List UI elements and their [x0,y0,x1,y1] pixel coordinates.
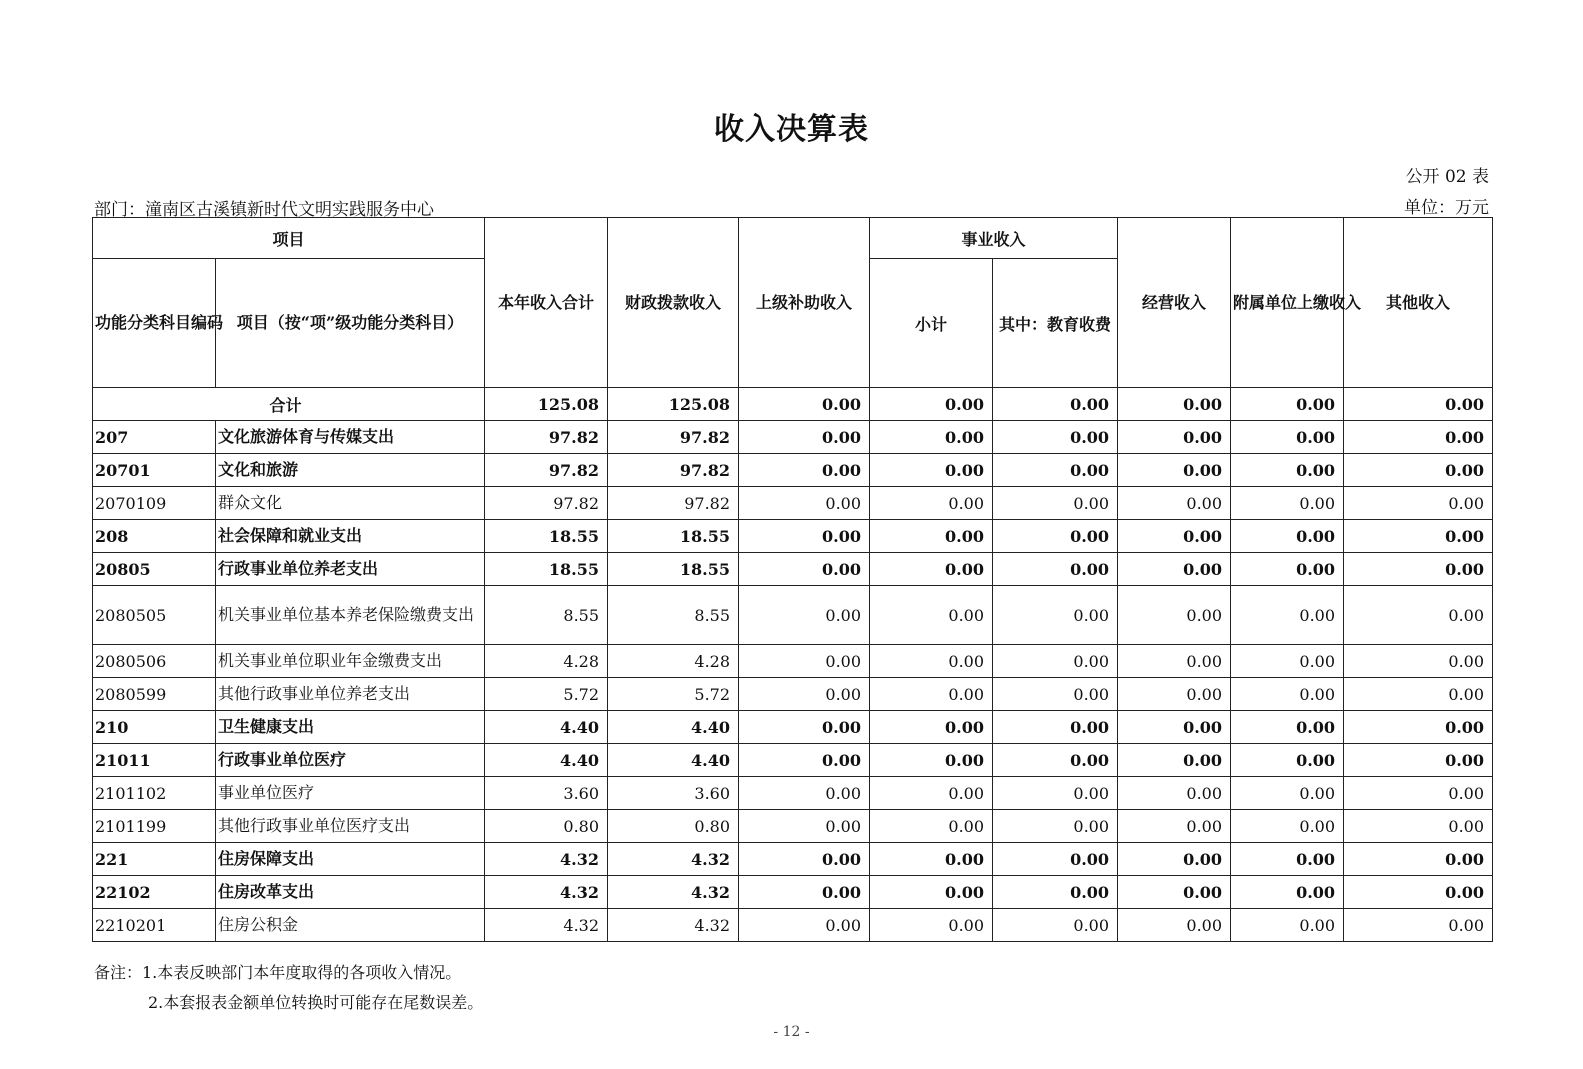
row-value: 4.32 [608,843,739,876]
row-name: 行政事业单位养老支出 [216,553,485,586]
total-cell: 0.00 [993,388,1118,421]
row-value: 0.80 [608,810,739,843]
row-value: 5.72 [608,678,739,711]
row-code: 20805 [93,553,216,586]
row-code: 2080505 [93,586,216,645]
row-name: 事业单位医疗 [216,777,485,810]
row-value: 0.00 [1231,909,1344,942]
row-value: 0.00 [1118,520,1231,553]
row-value: 0.00 [1118,487,1231,520]
note-line-2: 2.本套报表金额单位转换时可能存在尾数误差。 [148,993,484,1012]
header-subtotal: 小计 [870,259,993,388]
row-value: 0.00 [1344,553,1493,586]
row-value: 0.00 [1231,586,1344,645]
total-cell: 125.08 [485,388,608,421]
row-value: 0.00 [993,744,1118,777]
row-value: 0.00 [1231,487,1344,520]
row-value: 0.00 [739,777,870,810]
total-cell: 0.00 [1118,388,1231,421]
row-value: 0.00 [1344,843,1493,876]
row-value: 0.00 [1344,645,1493,678]
total-cell: 125.08 [608,388,739,421]
row-value: 4.40 [485,711,608,744]
row-value: 0.00 [1118,711,1231,744]
row-value: 0.00 [1344,487,1493,520]
row-value: 4.40 [485,744,608,777]
row-value: 4.40 [608,744,739,777]
total-cell: 0.00 [739,388,870,421]
row-value: 0.00 [993,487,1118,520]
row-value: 0.00 [1118,744,1231,777]
row-value: 0.00 [739,645,870,678]
row-name: 住房保障支出 [216,843,485,876]
header-item: 项目（按“项”级功能分类科目） [216,259,485,388]
table-row [93,454,1493,487]
row-value: 0.00 [1118,586,1231,645]
row-value: 0.00 [1231,678,1344,711]
row-value: 0.00 [1231,645,1344,678]
row-value: 0.00 [993,810,1118,843]
row-value: 18.55 [485,520,608,553]
header-project: 项目 [93,218,485,259]
row-value: 0.80 [485,810,608,843]
row-value: 4.32 [608,876,739,909]
row-code: 208 [93,520,216,553]
row-value: 0.00 [870,744,993,777]
row-value: 97.82 [608,454,739,487]
row-name: 机关事业单位基本养老保险缴费支出 [216,586,485,645]
row-value: 4.32 [485,843,608,876]
note-line-1: 备注：1.本表反映部门本年度取得的各项收入情况。 [94,963,462,982]
row-value: 0.00 [739,843,870,876]
row-name: 其他行政事业单位医疗支出 [216,810,485,843]
table-row [93,586,1493,645]
row-value: 3.60 [485,777,608,810]
row-value: 0.00 [993,843,1118,876]
row-value: 0.00 [739,586,870,645]
row-value: 0.00 [993,586,1118,645]
row-name: 行政事业单位医疗 [216,744,485,777]
row-name: 卫生健康支出 [216,711,485,744]
row-value: 18.55 [608,520,739,553]
row-name: 社会保障和就业支出 [216,520,485,553]
row-value: 0.00 [1118,876,1231,909]
row-value: 0.00 [870,454,993,487]
row-value: 0.00 [1344,454,1493,487]
row-name: 群众文化 [216,487,485,520]
row-value: 0.00 [870,586,993,645]
row-name: 住房改革支出 [216,876,485,909]
row-code: 2080599 [93,678,216,711]
row-value: 0.00 [1231,421,1344,454]
row-value: 0.00 [870,777,993,810]
page-title: 收入决算表 [714,112,869,147]
row-value: 0.00 [1231,843,1344,876]
row-value: 8.55 [608,586,739,645]
row-value: 0.00 [1118,777,1231,810]
row-code: 22102 [93,876,216,909]
header-fiscal: 财政拨款收入 [608,218,739,388]
row-value: 0.00 [870,876,993,909]
row-value: 0.00 [870,678,993,711]
row-value: 0.00 [993,876,1118,909]
row-value: 0.00 [739,678,870,711]
header-total-income: 本年收入合计 [485,218,608,388]
page-number: - 12 - [773,1024,810,1040]
row-value: 4.40 [608,711,739,744]
row-value: 0.00 [739,421,870,454]
row-value: 4.28 [485,645,608,678]
row-value: 0.00 [870,553,993,586]
row-value: 0.00 [993,711,1118,744]
row-code: 221 [93,843,216,876]
row-name: 住房公积金 [216,909,485,942]
row-value: 0.00 [1344,678,1493,711]
total-cell: 0.00 [1231,388,1344,421]
income-table [92,217,1493,942]
row-code: 20701 [93,454,216,487]
row-value: 0.00 [739,487,870,520]
row-value: 0.00 [1118,810,1231,843]
table-row [93,777,1493,810]
table-row [93,744,1493,777]
table-row [93,843,1493,876]
row-value: 5.72 [485,678,608,711]
row-code: 2070109 [93,487,216,520]
table-row [93,876,1493,909]
row-value: 0.00 [993,645,1118,678]
row-value: 0.00 [1231,553,1344,586]
row-value: 0.00 [993,678,1118,711]
row-value: 0.00 [1344,586,1493,645]
row-value: 0.00 [739,553,870,586]
row-value: 0.00 [1231,711,1344,744]
form-number: 公开 02 表 [1405,167,1489,187]
row-code: 2101199 [93,810,216,843]
row-value: 0.00 [1344,810,1493,843]
row-value: 18.55 [608,553,739,586]
header-operating: 经营收入 [1118,218,1231,388]
row-value: 0.00 [870,711,993,744]
row-value: 0.00 [993,553,1118,586]
row-value: 0.00 [1231,454,1344,487]
row-value: 97.82 [608,487,739,520]
row-value: 0.00 [739,909,870,942]
row-value: 0.00 [1118,678,1231,711]
row-value: 0.00 [870,909,993,942]
total-cell: 0.00 [1344,388,1493,421]
row-value: 0.00 [739,520,870,553]
header-other: 其他收入 [1344,218,1493,388]
row-code: 2101102 [93,777,216,810]
row-code: 207 [93,421,216,454]
row-value: 0.00 [1118,421,1231,454]
row-value: 0.00 [993,909,1118,942]
row-value: 3.60 [608,777,739,810]
row-value: 0.00 [1344,876,1493,909]
row-value: 0.00 [1231,520,1344,553]
row-value: 4.32 [608,909,739,942]
total-label: 合计 [93,388,485,421]
row-value: 0.00 [1118,909,1231,942]
row-value: 0.00 [870,487,993,520]
row-value: 0.00 [739,711,870,744]
row-name: 文化和旅游 [216,454,485,487]
row-value: 97.82 [485,487,608,520]
header-superior: 上级补助收入 [739,218,870,388]
row-value: 0.00 [739,454,870,487]
table-row [93,553,1493,586]
header-code: 功能分类科目编码 [93,259,216,388]
row-value: 0.00 [993,421,1118,454]
row-value: 0.00 [870,645,993,678]
row-value: 0.00 [739,744,870,777]
row-value: 8.55 [485,586,608,645]
row-value: 0.00 [1344,777,1493,810]
row-value: 97.82 [608,421,739,454]
row-value: 4.32 [485,876,608,909]
table-row [93,645,1493,678]
row-value: 0.00 [1231,876,1344,909]
row-value: 0.00 [1344,421,1493,454]
row-value: 0.00 [739,876,870,909]
row-code: 2210201 [93,909,216,942]
row-value: 0.00 [1118,843,1231,876]
table-row [93,909,1493,942]
row-value: 0.00 [739,810,870,843]
unit-label: 单位：万元 [1404,198,1489,218]
row-value: 0.00 [870,421,993,454]
table-row [93,678,1493,711]
row-value: 18.55 [485,553,608,586]
header-edu: 其中：教育收费 [993,259,1118,388]
row-value: 4.32 [485,909,608,942]
row-value: 0.00 [993,777,1118,810]
row-name: 文化旅游体育与传媒支出 [216,421,485,454]
row-value: 0.00 [1118,454,1231,487]
row-value: 0.00 [870,520,993,553]
row-value: 97.82 [485,421,608,454]
row-value: 0.00 [870,843,993,876]
row-value: 0.00 [1344,909,1493,942]
table-row [93,421,1493,454]
row-value: 0.00 [993,520,1118,553]
row-value: 0.00 [870,810,993,843]
row-value: 0.00 [1231,810,1344,843]
row-code: 21011 [93,744,216,777]
row-value: 0.00 [1118,553,1231,586]
department-label: 部门：潼南区古溪镇新时代文明实践服务中心 [94,200,434,220]
total-row [93,388,1493,421]
row-value: 97.82 [485,454,608,487]
row-code: 2080506 [93,645,216,678]
row-value: 0.00 [1231,777,1344,810]
notes [94,958,483,1018]
table-row [93,810,1493,843]
table-row [93,487,1493,520]
row-name: 机关事业单位职业年金缴费支出 [216,645,485,678]
row-value: 0.00 [1344,711,1493,744]
row-name: 其他行政事业单位养老支出 [216,678,485,711]
row-value: 0.00 [1344,744,1493,777]
row-value: 0.00 [1344,520,1493,553]
row-code: 210 [93,711,216,744]
header-business: 事业收入 [870,218,1118,259]
total-cell: 0.00 [870,388,993,421]
row-value: 0.00 [1118,645,1231,678]
row-value: 0.00 [1231,744,1344,777]
row-value: 4.28 [608,645,739,678]
row-value: 0.00 [993,454,1118,487]
header-affiliated: 附属单位上缴收入 [1231,218,1344,388]
table-row [93,711,1493,744]
table-row [93,520,1493,553]
